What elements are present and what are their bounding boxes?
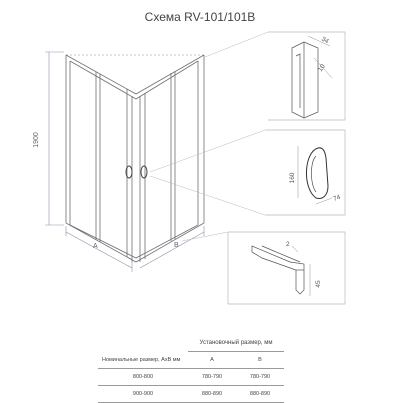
table-row xyxy=(98,369,284,386)
dimension-a-label: A xyxy=(93,243,98,250)
table-header-row-1 xyxy=(98,335,284,352)
nominal-size-header: Номинальные размер, АхВ мм xyxy=(98,352,188,369)
table-header-row-2 xyxy=(98,352,284,369)
rail-dim-width: 2 xyxy=(286,241,290,248)
dimension-a xyxy=(66,226,132,272)
height-label: 1900 xyxy=(33,132,40,148)
detail-handle-border xyxy=(265,130,345,215)
dimension-b-label: B xyxy=(174,242,179,249)
row-nominal-size: 800-800 xyxy=(98,369,188,386)
row-size-b: 780-790 xyxy=(236,369,284,386)
rail-dim-height: 45 xyxy=(315,280,322,288)
bottom-frame xyxy=(66,223,204,262)
detail-handle xyxy=(150,130,345,215)
top-frame-left xyxy=(66,55,204,94)
row-nominal-size: 900-900 xyxy=(98,386,188,403)
detail-rail xyxy=(182,232,345,304)
size-table xyxy=(98,335,284,403)
detail-profile xyxy=(205,32,345,120)
door-handles xyxy=(126,166,147,178)
handle-shape xyxy=(306,148,328,199)
dimension-b xyxy=(140,226,204,268)
profile-dim-depth: 10 xyxy=(316,63,327,74)
row-size-a: 780-790 xyxy=(188,369,236,386)
detail-profile-border xyxy=(268,32,345,120)
enclosure-main-view xyxy=(66,55,204,262)
profile-dim-width: 34 xyxy=(320,35,330,46)
height-dimension xyxy=(45,52,64,225)
row-size-a: 880-890 xyxy=(188,386,236,403)
diagram-title: Схема RV-101/101B xyxy=(144,10,256,24)
row-size-b: 880-890 xyxy=(236,386,284,403)
handle-right-icon xyxy=(141,166,147,178)
handle-dim-height: 160 xyxy=(289,172,296,184)
install-size-header: Установочный размер, мм xyxy=(188,335,284,352)
column-b-header: B xyxy=(236,352,284,369)
table-corner-cell xyxy=(98,335,188,352)
bottom-frame-inner xyxy=(70,225,198,258)
handle-dim-depth: 74 xyxy=(332,193,342,203)
profile-body xyxy=(292,42,318,118)
column-a-header: A xyxy=(188,352,236,369)
